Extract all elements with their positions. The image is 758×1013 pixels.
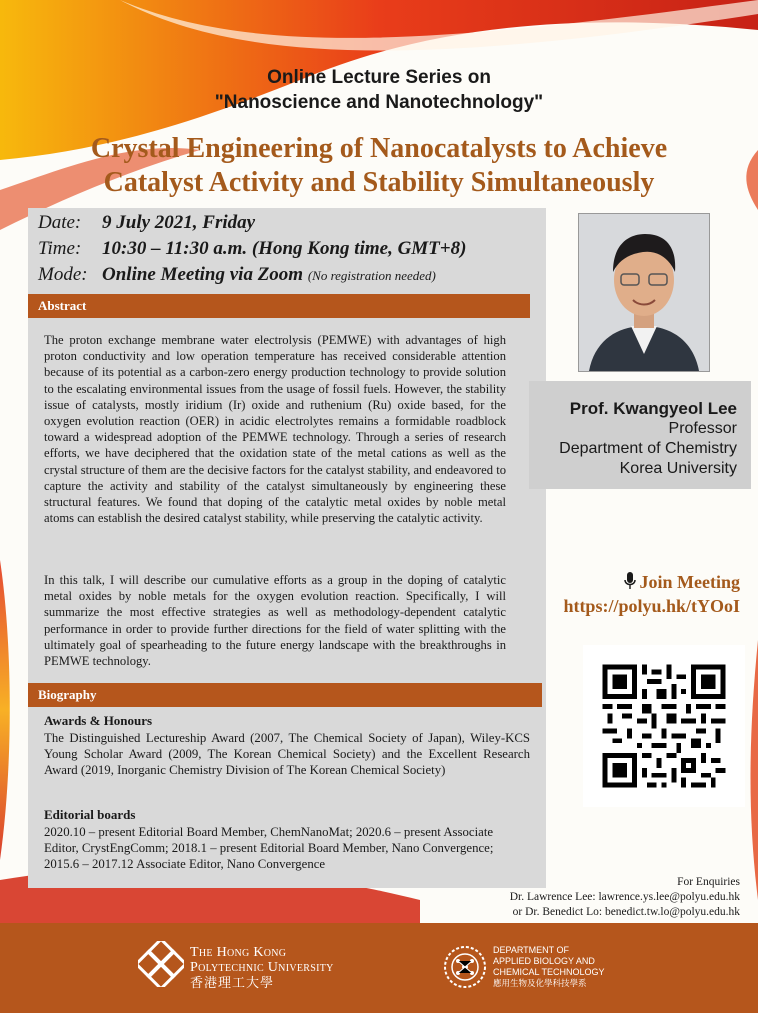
abstract-paragraph-2: In this talk, I will describe our cumulative efforts as a group in the doping of catalytic metal oxides by noble metals for the oxygen evolution reaction. Specifically, I will summarize the most effective strategies as well as methodology-dependent catalytic performance in order to provide further directions for the field of water splitting with the ultimately goal of spearheading to the future energy landscape with the breakthroughs in PEMWE technology. bbox=[44, 573, 506, 669]
department-name-line1: DEPARTMENT OF bbox=[493, 945, 570, 955]
time-row bbox=[38, 238, 466, 260]
speaker-position: Professor bbox=[668, 420, 737, 437]
abstract-heading: Abstract bbox=[28, 294, 530, 318]
department-name-line2: APPLIED BIOLOGY AND bbox=[493, 956, 595, 966]
footer-bar bbox=[0, 923, 758, 1013]
awards-text: The Distinguished Lectureship Award (2007, The Chemical Society of Japan), Wiley-KCS Young Scholar Award (2009, The Korean Chemical Society) and the Excellent Research Award (2019, Inorganic Chemistry Division of The Korean Chemical Society) bbox=[44, 731, 530, 778]
polyu-name-line1: The Hong Kong bbox=[190, 945, 287, 960]
speaker-name: Prof. Kwangyeol Lee bbox=[569, 399, 737, 418]
polyu-name bbox=[190, 945, 334, 990]
time-value: 10:30 – 11:30 a.m. (Hong Kong time, GMT+8) bbox=[102, 238, 467, 259]
editorial-boards-text: 2020.10 – present Editorial Board Member, ChemNanoMat; 2020.6 – present Associate Editor, CrystEngComm; 2018.1 – present Editorial Board Member, Nano Convergence; 2015.6 – 2017.12 Associate Editor, Nano Convergence bbox=[44, 825, 494, 872]
microphone-icon bbox=[624, 572, 636, 595]
speaker-info-box bbox=[529, 381, 751, 489]
department-name-line3: CHEMICAL TECHNOLOGY bbox=[493, 967, 605, 977]
mode-note: (No registration needed) bbox=[307, 268, 436, 283]
biography-heading: Biography bbox=[28, 683, 542, 707]
enquiries-contact-1[interactable]: Dr. Lawrence Lee: lawrence.ys.lee@polyu.edu.hk bbox=[509, 891, 740, 903]
awards-heading: Awards & Honours bbox=[44, 713, 153, 728]
speaker-department: Department of Chemistry bbox=[559, 440, 737, 457]
time-label: Time: bbox=[38, 238, 82, 259]
department-name-chinese: 應用生物及化學科技學系 bbox=[493, 978, 587, 988]
date-label: Date: bbox=[38, 212, 82, 233]
series-title-line2: "Nanoscience and Nanotechnology" bbox=[214, 92, 544, 113]
enquiries-contact-2[interactable]: or Dr. Benedict Lo: benedict.tw.lo@polyu.edu.hk bbox=[512, 906, 740, 918]
mode-value: Online Meeting via Zoom bbox=[102, 264, 304, 285]
qr-code[interactable] bbox=[583, 645, 745, 807]
lecture-title-line2: Catalyst Activity and Stability Simultaneously bbox=[103, 167, 655, 198]
department-logo-icon bbox=[443, 945, 487, 989]
date-row bbox=[38, 212, 255, 234]
enquiries-heading: For Enquiries bbox=[677, 876, 740, 888]
department-name bbox=[493, 945, 605, 989]
speaker-university: Korea University bbox=[619, 460, 737, 477]
enquiries-block bbox=[430, 875, 740, 920]
abstract-paragraph-1: The proton exchange membrane water electrolysis (PEMWE) with advantages of high proton conductivity and low operation temperature has received considerable attention because of its potential as a carbon-zero energy production technology to provide solution to the escalating environmental issues from the usage of fossil fuels. However, the stability issue of catalysts, mostly iridium (Ir) oxide and ruthenium (Ru) oxide based, for the oxygen evolution reaction (OER) in acidic electrolytes remains a formidable roadblock toward a widespread adoption of the PEMWE technology. Through a series of research efforts, we have deciphered that the oxidation state of the metal cations as well as the crystal structure of them are the decisive factors for the catalyst stability, and endeavored to capture the activity and stability of the catalyst simultaneously by engineering these structural features. We found that doping of the catalytic metal oxides by noble metal atoms can establish the desired catalyst stability, while preserving the catalytic activity. bbox=[44, 333, 506, 526]
join-meeting-label: Join Meeting bbox=[639, 572, 740, 592]
date-value: 9 July 2021, Friday bbox=[102, 212, 256, 233]
mode-label: Mode: bbox=[38, 264, 88, 285]
polyu-name-line2: Polytechnic University bbox=[190, 960, 334, 975]
editorial-boards-heading: Editorial boards bbox=[44, 807, 136, 822]
mode-row bbox=[38, 264, 436, 286]
lecture-title-line1: Crystal Engineering of Nanocatalysts to Achieve bbox=[90, 133, 668, 164]
polyu-logo-icon bbox=[138, 941, 184, 987]
series-title-line1: Online Lecture Series on bbox=[267, 67, 491, 88]
speaker-photo bbox=[578, 213, 710, 372]
join-meeting-label-row bbox=[540, 572, 740, 595]
polyu-name-chinese: 香港理工大學 bbox=[190, 975, 275, 990]
join-meeting-url[interactable]: https://polyu.hk/tYOoI bbox=[563, 596, 740, 616]
